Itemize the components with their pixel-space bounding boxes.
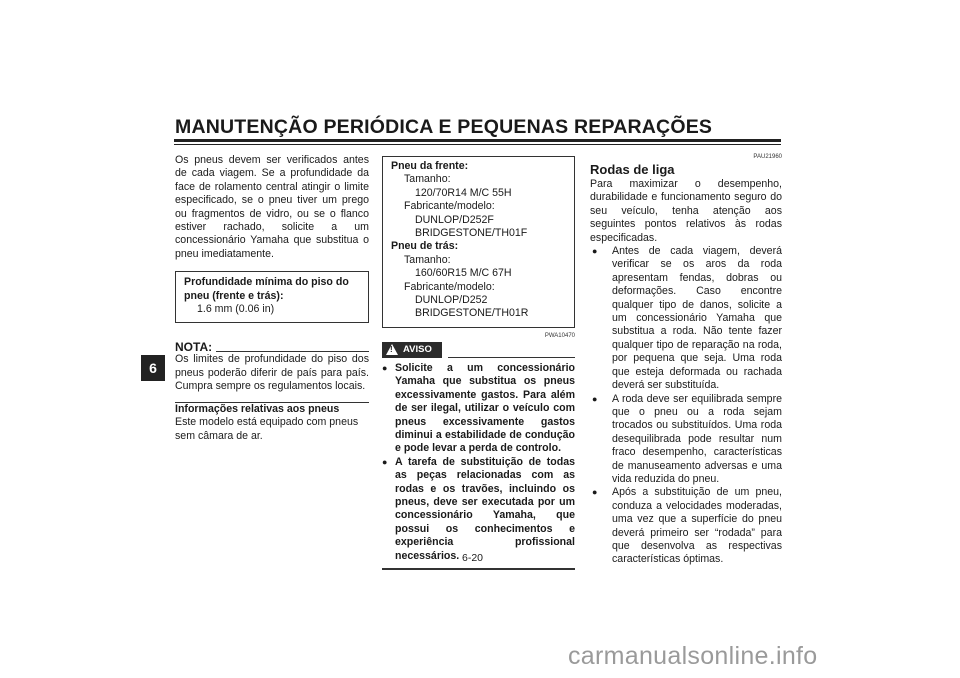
warning-item [382, 362, 575, 456]
front-tyre-label: Pneu da frente: [391, 160, 469, 172]
bullet-icon: ● [592, 487, 598, 498]
front-maker-label: Fabricante/modelo: [404, 200, 495, 213]
tread-depth-label: Profundidade mínima do piso do pneu (frente e trás): [184, 276, 349, 302]
warning-badge [382, 342, 442, 358]
bullet-icon: ● [382, 456, 388, 467]
tyre-check-paragraph: Os pneus devem ser verificados antes de cada viagem. Se a profundidade da face de rolamento central atingir o limite especificado, se o pneu tiver um prego ou fragmentos de vidro, ou se o flanco estiver rachado, solicite a um concessionário Yamaha que substitua o pneu imediatamente. [175, 154, 369, 260]
warning-heading [382, 342, 575, 358]
warning-end-rule [382, 568, 575, 570]
tread-depth-spec-box [175, 271, 369, 323]
page-number: 6-20 [462, 552, 484, 564]
bullet-icon: ● [382, 362, 388, 373]
bullet-icon: ● [592, 246, 598, 257]
section-intro: Para maximizar o desempenho, durabilidade e funcionamento seguro do seu veículo, tenha atenção aos seguintes pontos relativos às rodas especificadas. [590, 178, 782, 244]
column-right [590, 154, 782, 567]
wheel-item [590, 245, 782, 392]
page-title: MANUTENÇÃO PERIÓDICA E PEQUENAS REPARAÇÕES [175, 116, 713, 138]
warning-rule [448, 357, 575, 358]
note-rule [216, 351, 369, 352]
wheel-item-text: A roda deve ser equilibrada sempre que o pneu ou a roda sejam trocados ou substituídos. Uma roda desequilibrada pode resultar num fraco desempenho, características de manuseamento adversas e uma vida reduzida do pneu. [612, 392, 782, 485]
note-text: Os limites de profundidade do piso dos pneus poderão diferir de país para país. Cumpra sempre os regulamentos locais. [175, 353, 369, 393]
wheel-item-text: Antes de cada viagem, deverá verificar se os aros da roda apresentam fendas, dobras ou deformações. Caso encontre qualquer tipo de danos, solicite a um concessionário Yamaha que substitua a roda. Não tente fazer qualquer tipo de reparação na roda, por pequena que seja. Uma roda que esteja deformada ou rachada deverá ser substituída. [612, 245, 782, 392]
tyre-info-text: Este modelo está equipado com pneus sem câmara de ar. [175, 416, 359, 442]
watermark: carmanualsonline.info [568, 642, 818, 670]
warning-item-text: A tarefa de substituição de todas as peças relacionadas com as rodas e os travões, incluindo os pneus, deve ser executada por um concessionário Yamaha, que possui os conhecimentos e experiência profissional necessários. [395, 455, 575, 562]
warning-item [382, 456, 575, 563]
title-rule-thick [174, 139, 781, 142]
front-size-label: Tamanho: [404, 173, 451, 186]
section-code: PAU21960 [753, 154, 782, 160]
column-middle [382, 156, 575, 570]
rear-maker-1: DUNLOP/D252 [415, 294, 488, 307]
warning-label: AVISO [403, 344, 432, 356]
front-maker-2: BRIDGESTONE/TH01F [415, 227, 528, 240]
title-rule-thin [174, 144, 781, 145]
rear-size-label: Tamanho: [404, 253, 451, 266]
note-heading [175, 341, 369, 353]
chapter-tab: 6 [141, 355, 165, 381]
tyre-spec-box [382, 156, 575, 328]
rear-maker-2: BRIDGESTONE/TH01R [415, 307, 529, 320]
section-heading: Rodas de liga [590, 162, 675, 177]
warning-item-text: Solicite a um concessionário Yamaha que substitua os pneus excessivamente gastos. Para além de ser ilegal, utilizar o veículo com pneus excessivamente gastos diminui a estabilidade de condução e pode levar a perda de controlo. [395, 361, 575, 455]
bullet-icon: ● [592, 393, 598, 404]
wheel-item [590, 393, 782, 487]
column-left [175, 154, 369, 443]
warning-triangle-icon: ! [386, 344, 398, 355]
wheel-item-text: Após a substituição de um pneu, conduza a velocidades moderadas, uma vez que a superfície do pneu deverá primeiro ser “rodada” para que desenvolva as respectivas características óptimas. [612, 486, 782, 566]
rear-tyre-label: Pneu de trás: [391, 240, 459, 253]
warning-body [382, 362, 575, 563]
note-label: NOTA: [175, 340, 213, 355]
tread-depth-value: 1.6 mm (0.06 in) [197, 303, 275, 316]
warning-code: PWA10470 [544, 332, 575, 339]
tyre-info-heading: Informações relativas aos pneus [175, 402, 340, 415]
front-size-value: 120/70R14 M/C 55H [415, 186, 512, 199]
rear-maker-label: Fabricante/modelo: [404, 280, 495, 293]
wheel-item [590, 486, 782, 566]
rear-size-value: 160/60R15 M/C 67H [415, 267, 512, 280]
front-maker-1: DUNLOP/D252F [415, 213, 494, 226]
